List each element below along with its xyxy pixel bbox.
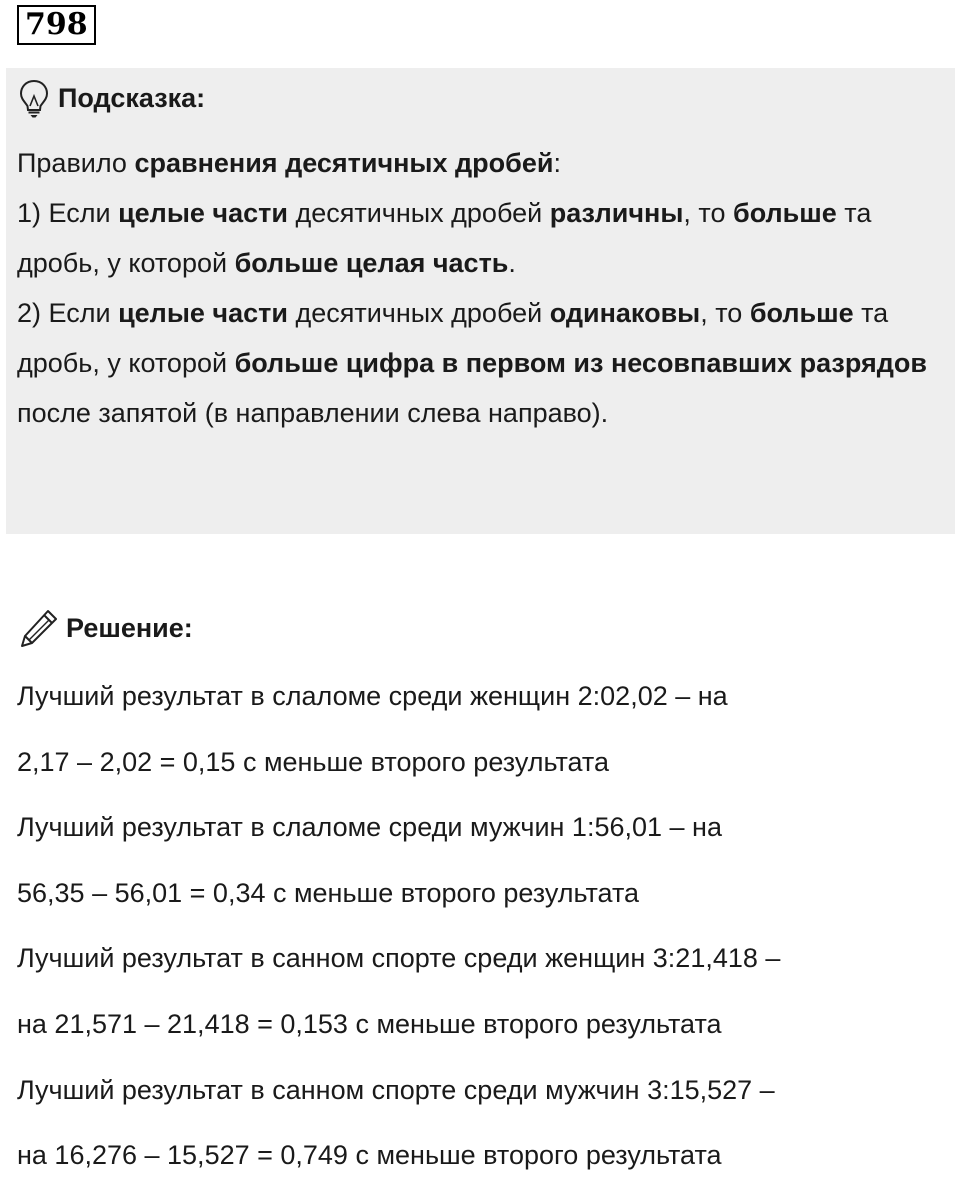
pencil-icon (18, 607, 60, 649)
solution-line: Лучший результат в слаломе среди женщин 2:02,02 – на (17, 681, 728, 711)
solution-body (17, 664, 952, 1189)
hint-body (17, 138, 947, 438)
solution-line: на 16,276 – 15,527 = 0,749 с меньше второго результата (17, 1140, 722, 1171)
solution-title: Решение: (66, 613, 193, 643)
hint-item-1: 1) Если целые части десятичных дробей различны, то больше та дробь, у которой больше целая часть. (17, 198, 872, 278)
solution-line: Лучший результат в санном спорте среди мужчин 3:15,527 – (17, 1074, 775, 1105)
hint-rule: Правило сравнения десятичных дробей: (17, 148, 561, 178)
lightbulb-icon (18, 78, 50, 118)
solution-line: 56,35 – 56,01 = 0,34 с меньше второго результата (17, 877, 640, 908)
hint-header (18, 78, 205, 118)
hint-title: Подсказка: (58, 83, 206, 113)
solution-line: Лучший результат в санном спорте среди женщин 3:21,418 – (17, 943, 781, 974)
solution-line: Лучший результат в слаломе среди мужчин 1:56,01 – на (17, 812, 722, 843)
hint-item-2: 2) Если целые части десятичных дробей одинаковы, то больше та дробь, у которой больше цифра в первом из несовпавших разрядов после запятой (в направлении слева направо). (17, 298, 927, 428)
solution-line: 2,17 – 2,02 = 0,15 с меньше второго результата (17, 746, 610, 777)
task-number: 798 (17, 5, 96, 45)
solution-line: на 21,571 – 21,418 = 0,153 с меньше второго результата (17, 1008, 722, 1039)
solution-header (18, 606, 193, 650)
